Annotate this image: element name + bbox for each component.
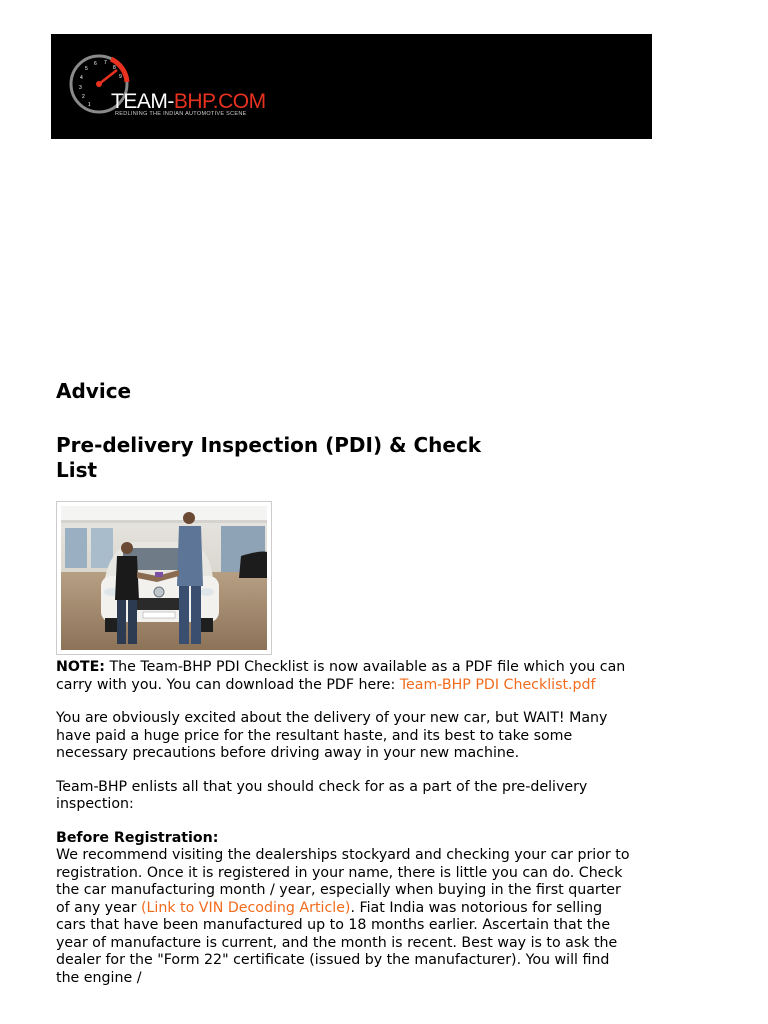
- subhead-before-registration: Before Registration:: [56, 829, 219, 846]
- car-delivery-photo: [61, 506, 267, 650]
- gauge-number: 5: [85, 66, 88, 72]
- gauge-number: 8: [113, 65, 116, 71]
- logo-word: TEAM-: [111, 90, 174, 113]
- site-logo[interactable]: [67, 50, 337, 126]
- gauge-number: 7: [104, 60, 107, 66]
- gauge-number: 6: [94, 61, 97, 67]
- pdf-note: [56, 659, 636, 694]
- article-photo: [56, 501, 272, 655]
- enlist-paragraph: Team-BHP enlists all that you should check for as a part of the pre-delivery inspection:: [56, 778, 588, 812]
- section-title: Advice: [56, 379, 132, 403]
- pdf-checklist-link[interactable]: Team-BHP PDI Checklist.pdf: [399, 676, 596, 693]
- registration-text-a: We recommend visiting the dealerships stockyard and checking your car prior to registration. Once it is registered in your name, there is little you can do. Check the car manufacturing month / year, especially when buying in the first quarter of any year: [56, 847, 630, 916]
- note-text: The Team-BHP PDI Checklist is now available as a PDF file which you can carry with you. You can download the PDF here:: [56, 659, 626, 693]
- gauge-number: 2: [82, 94, 85, 100]
- vin-decoding-link[interactable]: (Link to VIN Decoding Article): [140, 899, 351, 916]
- before-registration-section: [56, 830, 636, 988]
- site-header-banner: [51, 34, 652, 139]
- article-title: Pre-delivery Inspection (PDI) & Check List: [56, 433, 482, 482]
- gauge-number: 3: [79, 85, 82, 91]
- logo-tagline: REDLINING THE INDIAN AUTOMOTIVE SCENE: [115, 111, 247, 117]
- gauge-number: 9: [119, 74, 122, 80]
- registration-text-b: . Fiat India was notorious for selling cars that have been manufactured up to 18 months earlier. Ascertain that the year of manufacture is current, and the month is recent. Best way is to ask the dealer for the "Form 22" certificate (issued by the manufacturer). You will find the engine /: [56, 899, 618, 986]
- gauge-number: 4: [80, 75, 83, 81]
- gauge-number: 1: [88, 102, 91, 108]
- article-content: [56, 376, 636, 987]
- intro-paragraph: You are obviously excited about the delivery of your new car, but WAIT! Many have paid a huge price for the resultant haste, and its best to take some necessary precautions before driving away in your new machine.: [56, 710, 608, 761]
- logo-word-accent: BHP.COM: [173, 90, 266, 113]
- note-label: NOTE:: [56, 659, 105, 675]
